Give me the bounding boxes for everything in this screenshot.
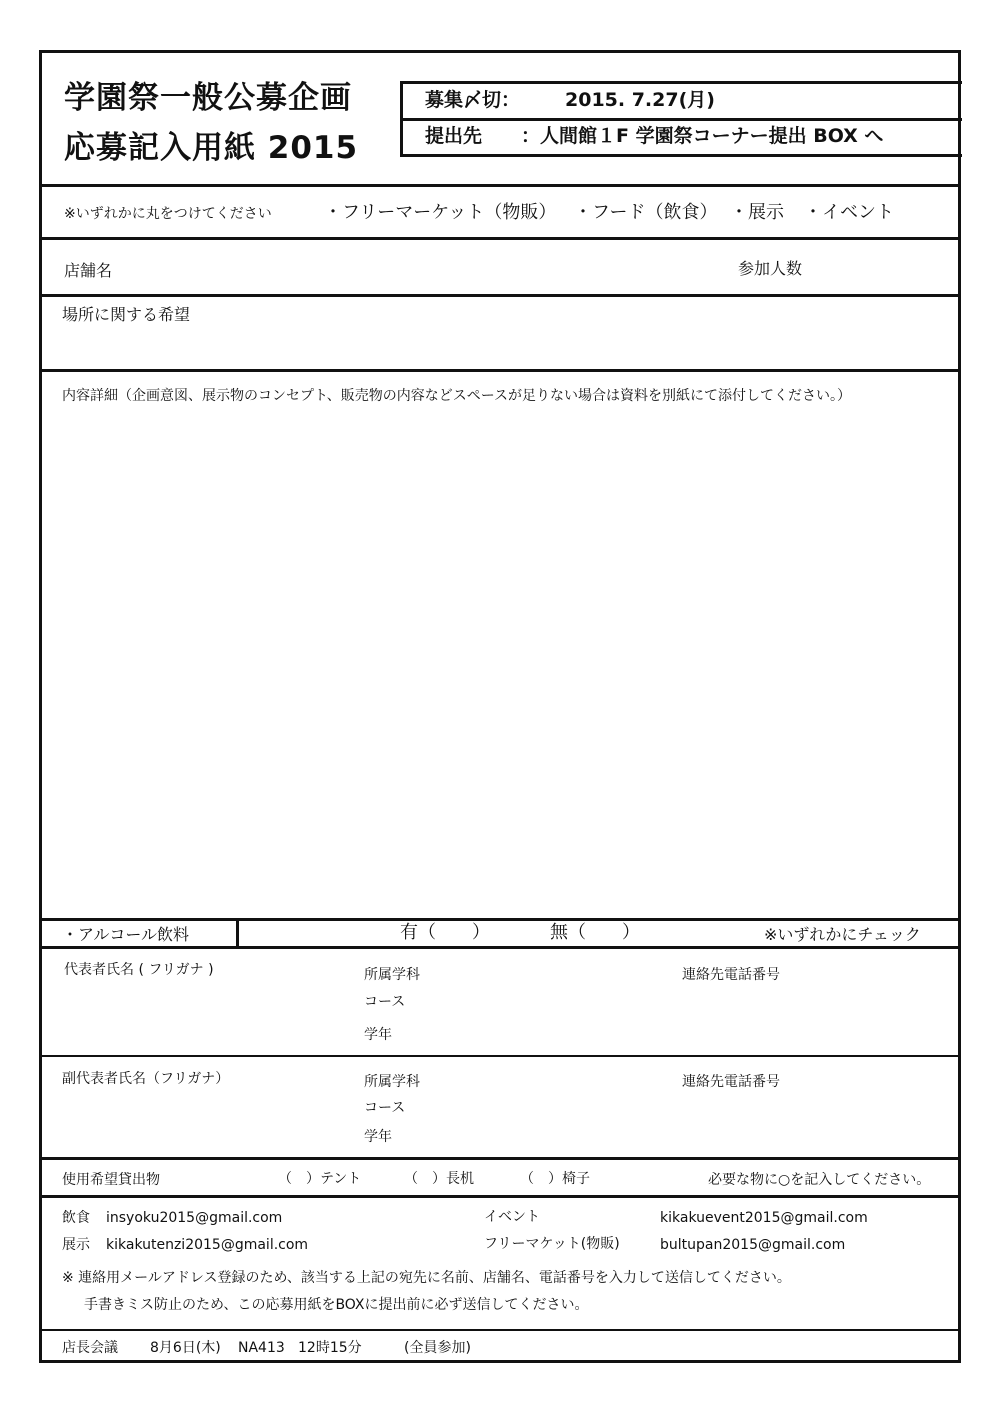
meeting-label: 店長会議 — [62, 1340, 118, 1356]
alcohol-label: ・アルコール飲料 — [62, 925, 190, 944]
contact-note-line1: ※ 連絡用メールアドレス登録のため、該当する上記の宛先に名前、店舗名、電話番号を入力して送信してください。 — [62, 1270, 791, 1286]
rental-tent-option[interactable]: （ ）テント — [278, 1171, 362, 1187]
rental-label: 使用希望貸出物 — [62, 1172, 160, 1188]
vice-representative-department-label: 所属学科 — [364, 1074, 420, 1090]
category-option-event[interactable]: ・イベント — [804, 202, 894, 223]
meeting-time: 12時15分 — [298, 1340, 362, 1356]
contact-food-email[interactable]: insyoku2015@gmail.com — [106, 1210, 283, 1226]
application-form — [39, 50, 961, 1363]
meeting-room: NA413 — [238, 1340, 285, 1356]
contact-event-label: イベント — [484, 1209, 540, 1225]
details-writing-area[interactable] — [45, 413, 955, 913]
deadline-label: 募集〆切： — [425, 89, 521, 111]
representative-department-label: 所属学科 — [364, 967, 420, 983]
alcohol-no-checkbox[interactable]: 無（ ） — [550, 922, 640, 943]
submit-value: ：人間館１F 学園祭コーナー提出 BOX へ — [521, 125, 884, 147]
contact-note-line2: 手書きミス防止のため、この応募用紙をBOXに提出前に必ず送信してください。 — [84, 1297, 589, 1313]
shop-name-label: 店舗名 — [64, 261, 113, 280]
form-title-line1: 学園祭一般公募企画 — [64, 80, 352, 116]
representative-year-label: 学年 — [364, 1027, 392, 1043]
submit-label: 提出先 — [425, 125, 483, 147]
rental-note: 必要な物に○を記入してください。 — [708, 1172, 931, 1188]
vice-representative-name-label: 副代表者氏名（フリガナ） — [62, 1071, 230, 1087]
alcohol-yes-checkbox[interactable]: 有（ ） — [400, 922, 490, 943]
vice-representative-phone-label: 連絡先電話番号 — [682, 1074, 780, 1090]
details-label: 内容詳細（企画意図、展示物のコンセプト、販売物の内容などスペースが足りない場合は資料を別紙にて添付してください。） — [62, 388, 852, 404]
contact-flea-email[interactable]: bultupan2015@gmail.com — [660, 1237, 846, 1253]
vice-representative-year-label: 学年 — [364, 1129, 392, 1145]
location-preference-label: 場所に関する希望 — [62, 305, 191, 324]
representative-phone-label: 連絡先電話番号 — [682, 967, 780, 983]
form-title-line2: 応募記入用紙 2015 — [64, 130, 359, 166]
vice-representative-course-label: コース — [364, 1100, 406, 1116]
contact-exhibit-label: 展示 — [62, 1237, 90, 1253]
meeting-date: 8月6日(木) — [150, 1340, 221, 1356]
representative-name-label: 代表者氏名 ( フリガナ ) — [64, 962, 214, 978]
meeting-note: (全員参加) — [404, 1340, 471, 1356]
deadline-box — [400, 81, 962, 157]
participants-label: 参加人数 — [738, 259, 803, 278]
rental-chair-option[interactable]: （ ）椅子 — [520, 1171, 590, 1187]
category-option-flea-market[interactable]: ・フリーマーケット（物販） — [324, 202, 557, 223]
category-option-exhibit[interactable]: ・展示 — [730, 202, 784, 223]
representative-course-label: コース — [364, 994, 406, 1010]
deadline-value: 2015. 7.27(月) — [565, 89, 715, 111]
alcohol-note: ※いずれかにチェック — [764, 925, 921, 944]
contact-event-email[interactable]: kikakuevent2015@gmail.com — [660, 1210, 868, 1226]
contact-food-label: 飲食 — [62, 1210, 90, 1226]
category-option-food[interactable]: ・フード（飲食） — [574, 202, 718, 223]
contact-flea-label: フリーマケット(物販) — [484, 1236, 620, 1252]
category-instruction: ※いずれかに丸をつけてください — [64, 206, 272, 222]
contact-exhibit-email[interactable]: kikakutenzi2015@gmail.com — [106, 1237, 309, 1253]
rental-desk-option[interactable]: （ ）長机 — [404, 1171, 474, 1187]
